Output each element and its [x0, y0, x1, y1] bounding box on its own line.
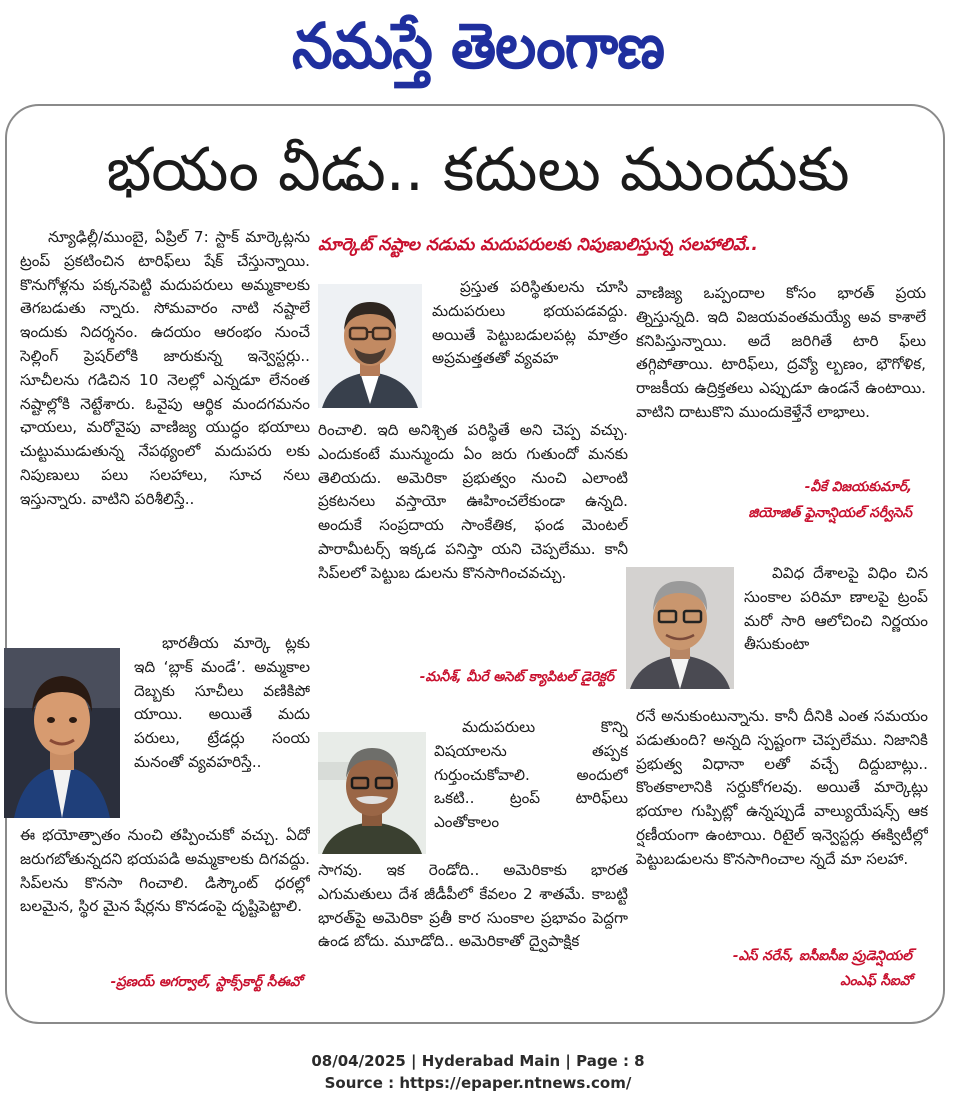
headline: భయం వీడు.. కదులు ముందుకు — [106, 135, 850, 205]
pranay-credit: -ప్రణయ్ అగర్వాల్, స్టాక్స్‌కార్ట్ సీఈవో — [110, 974, 302, 990]
naren-credit-org: ఎంఎఫ్ సీఐవో — [840, 973, 912, 989]
pranay-text-beside: భారతీయ మార్కె ట్లకు ఇది ‘బ్లాక్ మండే’. అమ్మకాల దెబ్బకు సూచీలు వణికిపో యాయి. అయితే మదు పరులు, ట్రేడర్లు సంయ మనంతో వ్యవహరిస్తే.. — [134, 634, 310, 771]
vijay-text: వాణిజ్య ఒప్పందాల కోసం భారత్ ప్రయ త్నిస్తున్నది. ఇది విజయవంతమయ్యే అవ కాశాలే కనిపిస్తున్నాయి. అదే జరిగితే టారి ఫ్‌లు తగ్గిపోతాయి. టారిఫ్‌లు, ద్రవ్యో ల్బణం, భౌగోళిక, రాజకీయ ఉద్రిక్తతలు ఎప్పుడూ ఉండనే ఉంటాయి. వాటిని దాటుకొని ముందుకెళ్తేనే లాభాలు. — [636, 284, 926, 421]
third-text-below: సాగవు. ఇక రెండోది.. అమెరికాకు భారత ఎగుమతులు దేశ జీడీపీలో కేవలం 2 శాతమే. కాబట్టి భారత్‌పై అమెరికా ప్రతీ కార సుంకాల ప్రభావం పెద్దగా ఉండ బోదు. మూడోది.. అమెరికాతో ద్వైపాక్షిక — [318, 861, 628, 951]
naren-credit-name: -ఎస్ నరేన్, ఐసీఐసీఐ ప్రుడెన్షియల్ — [732, 948, 912, 964]
pranay-text-below: ఈ భయోత్పాతం నుంచి తప్పించుకో వచ్చు. ఏదో జరుగబోతున్నదని భయపడి అమ్మకాలకు దిగవద్దు. సిప్‌లను కొనసా గించాలి. డిస్కౌంట్ ధరల్లో బలమైన, స్థిర మైన షేర్లను కొనడంపై దృష్టిపెట్టాలి. — [20, 826, 310, 916]
footer-source: Source : https://epaper.ntnews.com/ — [324, 1074, 632, 1092]
masthead — [0, 2, 956, 90]
portrait-manish — [318, 284, 422, 408]
naren-text-beside: వివిధ దేశాలపై విధిం చిన సుంకాల పరిమా ణాలపై ట్రంప్ మరో సారి ఆలోచించి నిర్ణయం తీసుకుంటా — [744, 564, 928, 654]
masthead-title: నమస్తే తెలంగాణ — [292, 9, 664, 83]
vijay-credit-name: -వీకే విజయకుమార్, — [804, 479, 912, 495]
vijay-credit-org: జియోజిత్ ఫైనాన్షియల్ సర్వీసెస్ — [748, 505, 912, 521]
manish-text-beside: ప్రస్తుత పరిస్థితులను చూసి మదుపరులు భయపడవద్దు. అయితే పెట్టుబడులపట్ల మాత్రం అప్రమత్తతతో వ్యవహ — [432, 278, 628, 368]
third-text-beside: మదుపరులు కొన్ని విషయాలను తప్పక గుర్తుంచుకోవాలి. అందులో ఒకటి.. ట్రంప్ టారిఫ్‌లు ఎంతోకాలం — [434, 718, 628, 832]
portrait-naren — [626, 567, 734, 689]
portrait-pranay — [4, 648, 120, 818]
naren-text-below: రనే అనుకుంటున్నాను. కానీ దీనికి ఎంత సమయం పడుతుంది? అన్నది స్పష్టంగా చెప్పలేము. నిజానికి ప్రభుత్వ విధానా లతో వచ్చే దిద్దుబాట్లు.. కొంతకాలానికి సర్దుకోగలవు. అయితే మార్కెట్లు భయాల గుప్పిట్లో ఉన్నప్పుడే వాల్యుయేషన్స్ ఆక ర్షణీయంగా ఉంటాయి. రిటైల్ ఇన్వెస్టర్లు ఈక్విటీల్లో పెట్టుబడులను కొనసాగించాల న్నదే మా సలహా. — [636, 707, 928, 868]
portrait-third — [318, 732, 426, 854]
intro-text: న్యూఢిల్లీ/ముంబై, ఏప్రిల్ 7: స్టాక్ మార్కెట్లను ట్రంప్ ప్రకటించిన టారిఫ్‌లు షేక్ చేస్తున్నాయి. కొనుగోళ్లను పక్కనపెట్టి మదుపరులు అమ్మకాలకు తెగబడుతు న్నారు. సోమవారం నాటి నష్టాలే ఇందుకు నిదర్శనం. ఉదయం ఆరంభం నుంచే సెల్లింగ్ ప్రెషర్‌లోకి జారుకున్న ఇన్వెస్టర్లు.. సూచీలను గడిచిన 10 నెలల్లో ఎన్నడూ లేనంత నష్టాల్లోకి నెట్టేశారు. ఓవైపు ఆర్థిక మందగమనం ఛాయలు, మరోవైపు వాణిజ్య యుద్ధం భయాలు చుట్టుముడుతున్న నేపథ్యంలో మదుపరు లకు నిపుణులు పలు సలహాలు, సూచ నలు ఇస్తున్నారు. వాటిని పరిశీలిస్తే.. — [20, 228, 310, 508]
manish-credit: -మనీశ్, మీరే అసెట్ క్యాపిటల్ డైరెక్టర్ — [419, 669, 614, 685]
manish-text-below: రించాలి. ఇది అనిశ్చిత పరిస్థితే అని చెప్ప వచ్చు. ఎందుకంటే మున్ముందు ఏం జరు గుతుందో మనకు తెలియదు. అమెరికా ప్రభుత్వం నుంచి ఎలాంటి ప్రకటనలు వస్తాయో ఊహించలేకుండా ఉన్నది. అందుకే సంప్రదాయ సాంకేతిక, ఫండ మెంటల్ పారామీటర్స్ ఇక్కడ పనిస్తా యని చెప్పలేము. కానీ సిప్‌లలో పెట్టుబ డులను కొనసాగించవచ్చు. — [318, 421, 628, 582]
footer-date-edition: 08/04/2025 | Hyderabad Main | Page : 8 — [311, 1052, 645, 1070]
subhead: మార్కెట్ నష్టాల నడుమ మదుపరులకు నిపుణులిస్తున్న సలహాలివే.. — [318, 235, 758, 255]
